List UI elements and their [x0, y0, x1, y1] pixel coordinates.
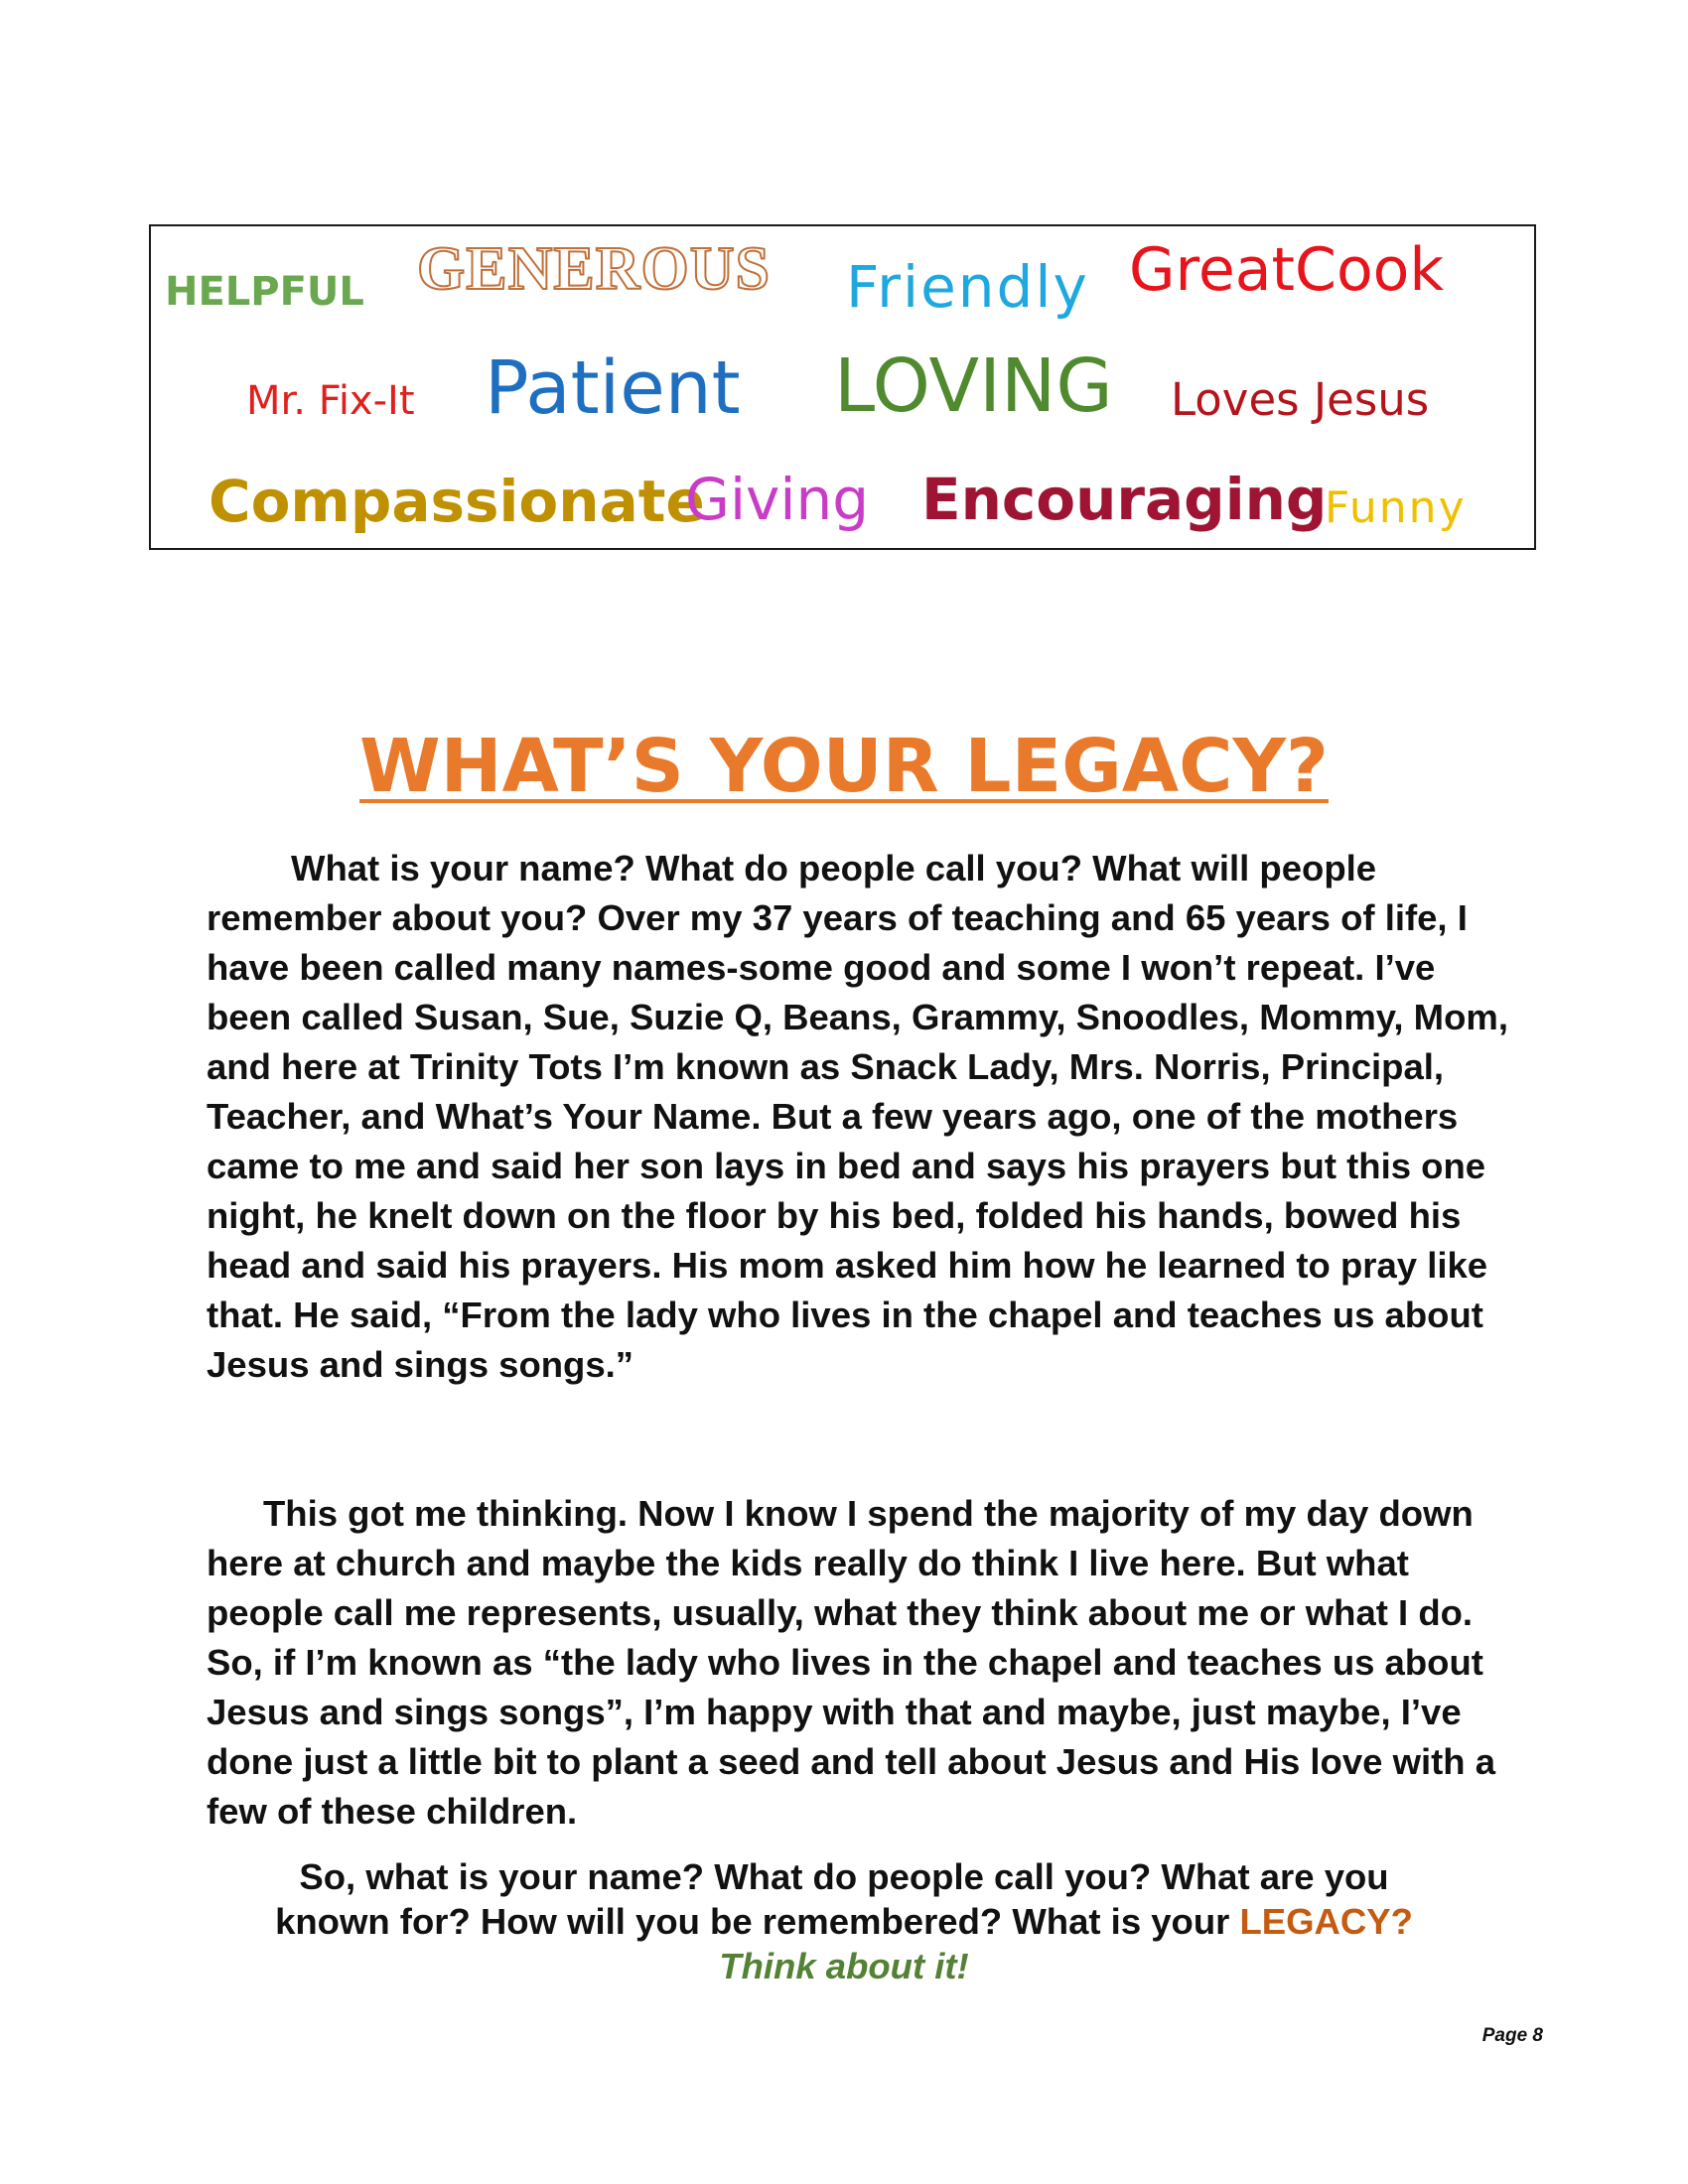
- closing-question: [149, 1854, 1539, 1988]
- word-mr-fix-it: Mr. Fix-It: [246, 378, 415, 424]
- word-encouraging: Encouraging: [921, 466, 1328, 533]
- legacy-highlight: LEGACY?: [1239, 1901, 1413, 1942]
- word-loving: LOVING: [834, 343, 1113, 429]
- closing-line-2-text: known for? How will you be remembered? What is your: [275, 1901, 1240, 1942]
- word-greatcook: GreatCook: [1129, 235, 1445, 305]
- word-helpful: HELPFUL: [165, 269, 364, 315]
- think-about-it: Think about it!: [719, 1946, 969, 1986]
- page-title-text: WHAT’S YOUR LEGACY?: [359, 724, 1329, 809]
- body-paragraph-2: This got me thinking. Now I know I spend the majority of my day down here at church and maybe the kids really do think I live here. But what people call me represents, usually, what they think about me or what I do. So, if I’m known as “the lady who lives in the chapel and teaches us about Jesus and sings songs”, I’m happy with that and maybe, just maybe, I’ve done just a little bit to plant a seed and tell about Jesus and His love with a few of these children.: [207, 1493, 1495, 1832]
- closing-line-2: [149, 1899, 1539, 1944]
- word-patient: Patient: [485, 345, 741, 431]
- body-paragraph-1: What is your name? What do people call you? What will people remember about you? Over my 37 years of teaching and 65 years of life, I have been called many names-some good and some I won’t repeat. I’ve been called Susan, Sue, Suzie Q, Beans, Grammy, Snoodles, Mommy, Mom, and here at Trinity Tots I’m known as Snack Lady, Mrs. Norris, Principal, Teacher, and What’s Your Name. But a few years ago, one of the mothers came to me and said her son lays in bed and says his prayers but this one night, he knelt down on the floor by his bed, folded his hands, bowed his head and said his prayers. His mom asked him how he learned to pray like that. He said, “From the lady who lives in the chapel and teaches us about Jesus and sings songs.”: [207, 848, 1508, 1385]
- word-friendly: Friendly: [846, 253, 1089, 321]
- word-compassionate: Compassionate: [209, 468, 705, 535]
- page-number: Page 8: [1481, 2025, 1543, 2046]
- word-giving: Giving: [685, 466, 870, 533]
- word-funny: Funny: [1325, 482, 1467, 533]
- word-loves-jesus: Loves Jesus: [1171, 373, 1430, 426]
- character-word-box: [149, 224, 1536, 550]
- page-title: [0, 724, 1688, 809]
- word-generous: GENEROUS: [417, 235, 771, 303]
- closing-line-1: So, what is your name? What do people call you? What are you: [299, 1856, 1389, 1897]
